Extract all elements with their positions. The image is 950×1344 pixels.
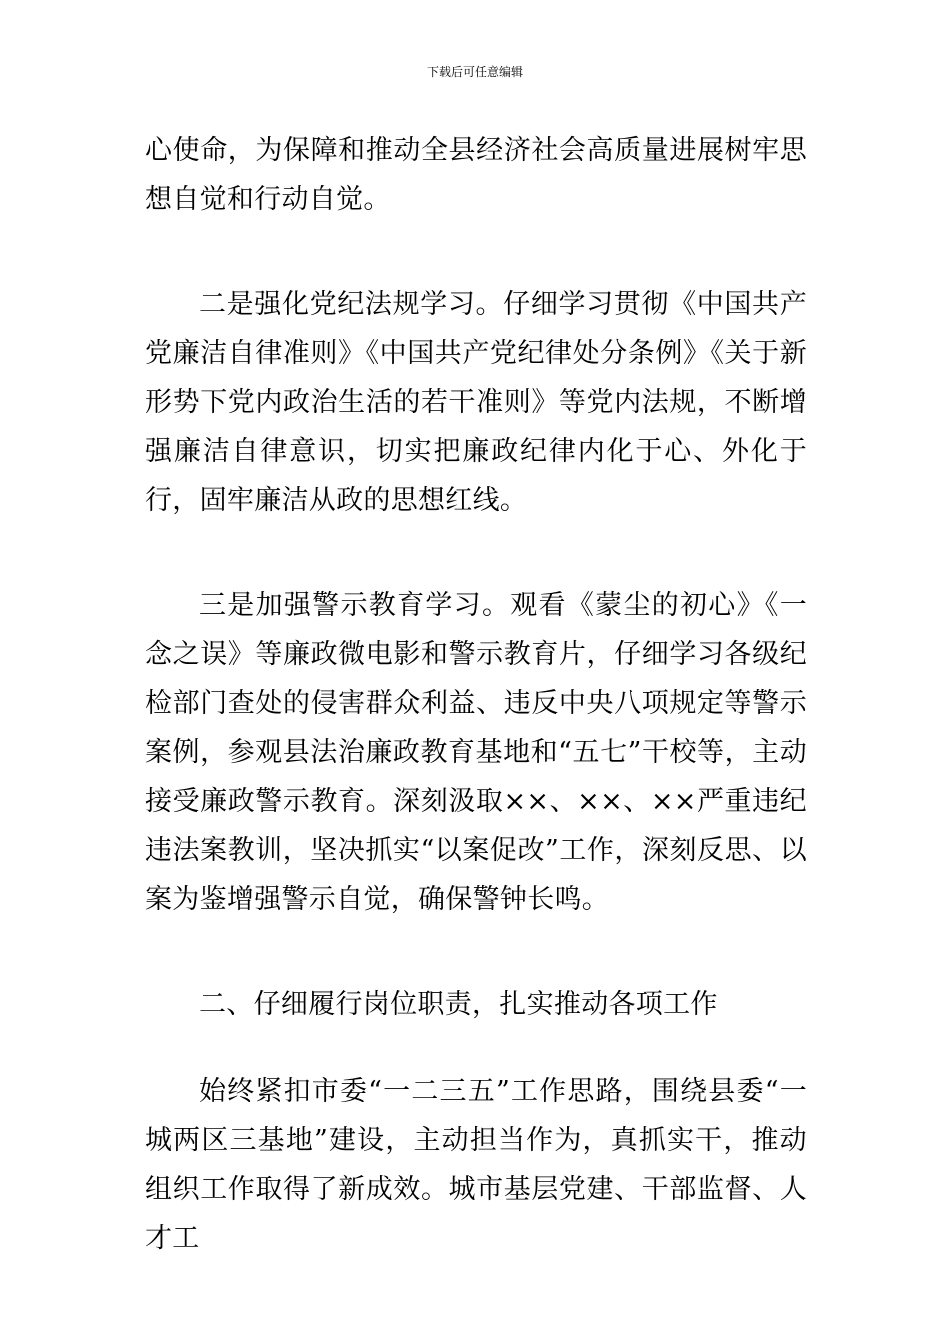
paragraph-continuation: 心使命，为保障和推动全县经济社会高质量进展树牢思想自觉和行动自觉。 bbox=[145, 135, 807, 215]
paragraph-party-discipline-study: 二是强化党纪法规学习。仔细学习贯彻《中国共产党廉洁自律准则》《中国共产党纪律处分条例》《关于新形势下党内政治生活的若干准则》等党内法规，不断增强廉洁自律意识，切实把廉政纪律内化于心、外化于行，固牢廉洁从政的思想红线。 bbox=[145, 289, 807, 516]
section-heading: 二、仔细履行岗位职责，扎实推动各项工作 bbox=[199, 989, 718, 1020]
page-header-note: 下载后可任意编辑 bbox=[426, 65, 523, 79]
paragraph-warning-education: 三是加强警示教育学习。观看《蒙尘的初心》《一念之误》等廉政微电影和警示教育片，仔细学习各级纪检部门查处的侵害群众利益、违反中央八项规定等警示案例，参观县法治廉政教育基地和“五七”干校等，主动接受廉政警示教育。深刻汲取××、××、××严重违纪违法案教训，坚决抓实“以案促改”工作，深刻反思、以案为鉴增强警示自觉，确保警钟长鸣。 bbox=[145, 590, 807, 915]
paragraph-work-duties: 始终紧扣市委“一二三五”工作思路，围绕县委“一城两区三基地”建设，主动担当作为，真抓实干，推动组织工作取得了新成效。城市基层党建、干部监督、人才工 bbox=[145, 1076, 807, 1254]
document-body bbox=[145, 126, 807, 1263]
